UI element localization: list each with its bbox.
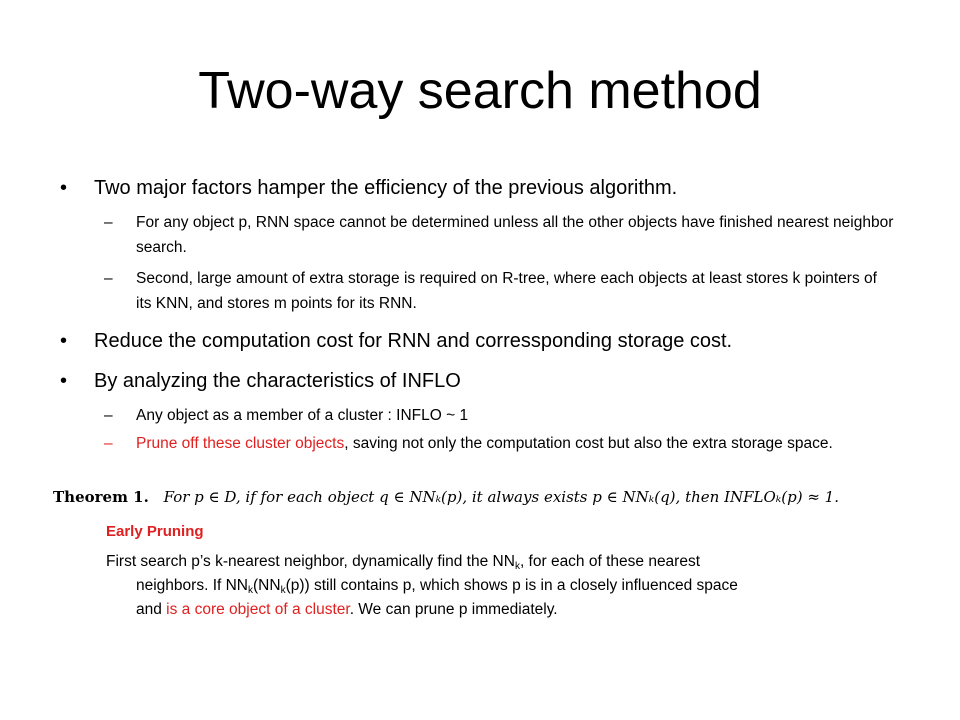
bullet-item <box>60 174 920 202</box>
sub-bullet-text: For any object p, RNN space cannot be determined unless all the other objects have finished nearest neighbor search. <box>136 214 894 256</box>
bullet-item <box>60 327 920 355</box>
sub-bullet-dash: – <box>104 407 113 424</box>
text-run: and <box>136 601 167 618</box>
sub-bullet-dash: – <box>104 435 113 452</box>
text-run: (p)) still contains p, which shows p is in a closely influenced space <box>285 577 738 594</box>
text-run: , for each of these nearest <box>519 553 701 570</box>
paragraph-line <box>136 598 896 622</box>
sub-bullet-text <box>136 431 894 456</box>
sub-bullet-text: Any object as a member of a cluster : INFLO ~ 1 <box>136 407 469 424</box>
theorem-body: For p ∈ D, if for each object q ∈ NNₖ(p), it always exists p ∈ NNₖ(q), then INFLOₖ(p) ≈ 1. <box>163 488 839 506</box>
text-run: First search p’s k-nearest neighbor, dynamically find the NN <box>106 553 515 570</box>
sub-bullet-item <box>104 210 894 260</box>
bullet-item <box>60 367 920 395</box>
sub-bullet-dash: – <box>104 214 113 231</box>
sub-bullet-item <box>104 431 894 456</box>
theorem-label: Theorem 1. <box>53 488 149 506</box>
theorem-statement <box>53 484 913 510</box>
subscript: k <box>280 585 286 596</box>
subscript: k <box>514 561 520 572</box>
paragraph-line <box>106 550 896 574</box>
text-run: neighbors. If NN <box>136 577 248 594</box>
bullet-text: Two major factors hamper the efficiency of the previous algorithm. <box>94 177 678 199</box>
sub-bullet-text: Second, large amount of extra storage is required on R-tree, where each objects at least stores k pointers of its KNN, and stores m points for its RNN. <box>136 270 877 312</box>
sub-bullet-dash: – <box>104 270 113 287</box>
text-run: . We can prune p immediately. <box>349 601 558 618</box>
bullet-text: Reduce the computation cost for RNN and corressponding storage cost. <box>94 330 733 352</box>
sub-bullet-item <box>104 403 894 428</box>
early-pruning-heading: Early Pruning <box>106 523 204 540</box>
text-run: (NN <box>253 577 281 594</box>
sub-bullet-rest: , saving not only the computation cost but also the extra storage space. <box>344 435 833 452</box>
slide-title: Two-way search method <box>198 62 762 120</box>
bullet-dot: • <box>60 330 68 352</box>
bullet-dot: • <box>60 177 68 199</box>
highlight-text: Prune off these cluster objects <box>136 435 345 452</box>
highlight-text: is a core object of a cluster <box>166 601 350 618</box>
bullet-dot: • <box>60 370 68 392</box>
early-pruning-paragraph <box>106 550 896 622</box>
subscript: k <box>248 585 253 596</box>
bullet-text: By analyzing the characteristics of INFLO <box>94 370 461 392</box>
paragraph-line <box>136 574 896 598</box>
sub-bullet-item <box>104 266 894 316</box>
